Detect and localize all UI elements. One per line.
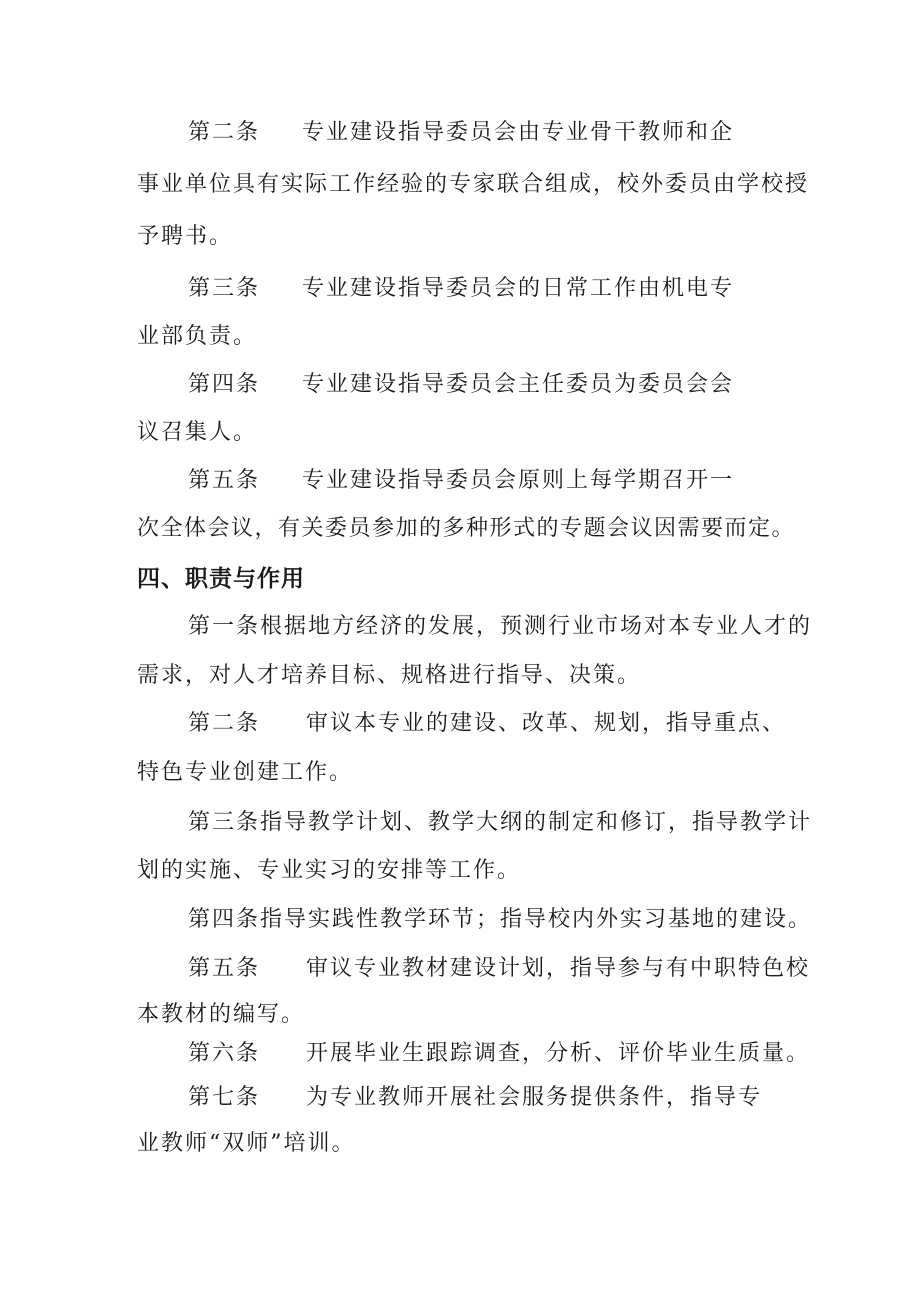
- article-label: 第二条: [188, 120, 261, 145]
- article-2-line-1: [188, 118, 734, 148]
- article-2-line-2: 事业单位具有实际工作经验的专家联合组成，校外委员由学校授: [137, 172, 810, 197]
- duty-2-line-2: 特色专业创建工作。: [137, 760, 354, 785]
- article-2-line-3: 予聘书。: [137, 224, 234, 249]
- article-text: 专业建设指导委员会由专业骨干教师和企: [302, 120, 735, 145]
- article-3-line-2: 业部负责。: [137, 324, 258, 349]
- duty-7-line-1: [188, 1083, 762, 1113]
- article-text: 专业建设指导委员会的日常工作由机电专: [302, 276, 735, 301]
- duty-4-line-1: 第四条指导实践性教学环节；指导校内外实习基地的建设。: [188, 907, 813, 932]
- duty-1-line-1: 第一条根据地方经济的发展，预测行业市场对本专业人才的: [188, 614, 813, 639]
- article-label: 第五条: [188, 956, 261, 981]
- duty-1-line-2: 需求，对人才培养目标、规格进行指导、决策。: [137, 663, 642, 688]
- duty-5-line-2: 本教材的编写。: [137, 1002, 306, 1027]
- article-4-line-1: [188, 370, 734, 400]
- article-label: 第二条: [188, 711, 261, 736]
- duty-3-line-1: 第三条指导教学计划、教学大纲的制定和修订，指导教学计: [188, 810, 813, 835]
- duty-3-line-2: 划的实施、专业实习的安排等工作。: [137, 858, 522, 883]
- article-label: 第七条: [188, 1085, 261, 1110]
- duty-6-line-1: [188, 1039, 810, 1069]
- article-5-line-1: [188, 466, 734, 496]
- article-text: 专业建设指导委员会原则上每学期召开一: [302, 468, 735, 493]
- article-text: 开展毕业生跟踪调查，分析、评价毕业生质量。: [306, 1041, 811, 1066]
- article-text: 专业建设指导委员会主任委员为委员会会: [302, 372, 735, 397]
- article-text: 为专业教师开展社会服务提供条件，指导专: [306, 1085, 763, 1110]
- section-heading: 四、职责与作用: [137, 566, 305, 592]
- article-5-line-2: 次全体会议，有关委员参加的多种形式的专题会议因需要而定。: [137, 516, 796, 541]
- article-label: 第三条: [188, 276, 261, 301]
- article-label: 第四条: [188, 372, 261, 397]
- duty-5-line-1: [188, 954, 810, 984]
- article-label: 第五条: [188, 468, 261, 493]
- article-text: 审议专业教材建设计划，指导参与有中职特色校: [306, 956, 811, 981]
- article-4-line-2: 议召集人。: [137, 420, 258, 445]
- article-text: 审议本专业的建设、改革、规划，指导重点、: [306, 711, 787, 736]
- article-3-line-1: [188, 274, 734, 304]
- article-label: 第六条: [188, 1041, 261, 1066]
- duty-7-line-2: 业教师“双师”培训。: [137, 1131, 356, 1156]
- duty-2-line-1: [188, 709, 786, 739]
